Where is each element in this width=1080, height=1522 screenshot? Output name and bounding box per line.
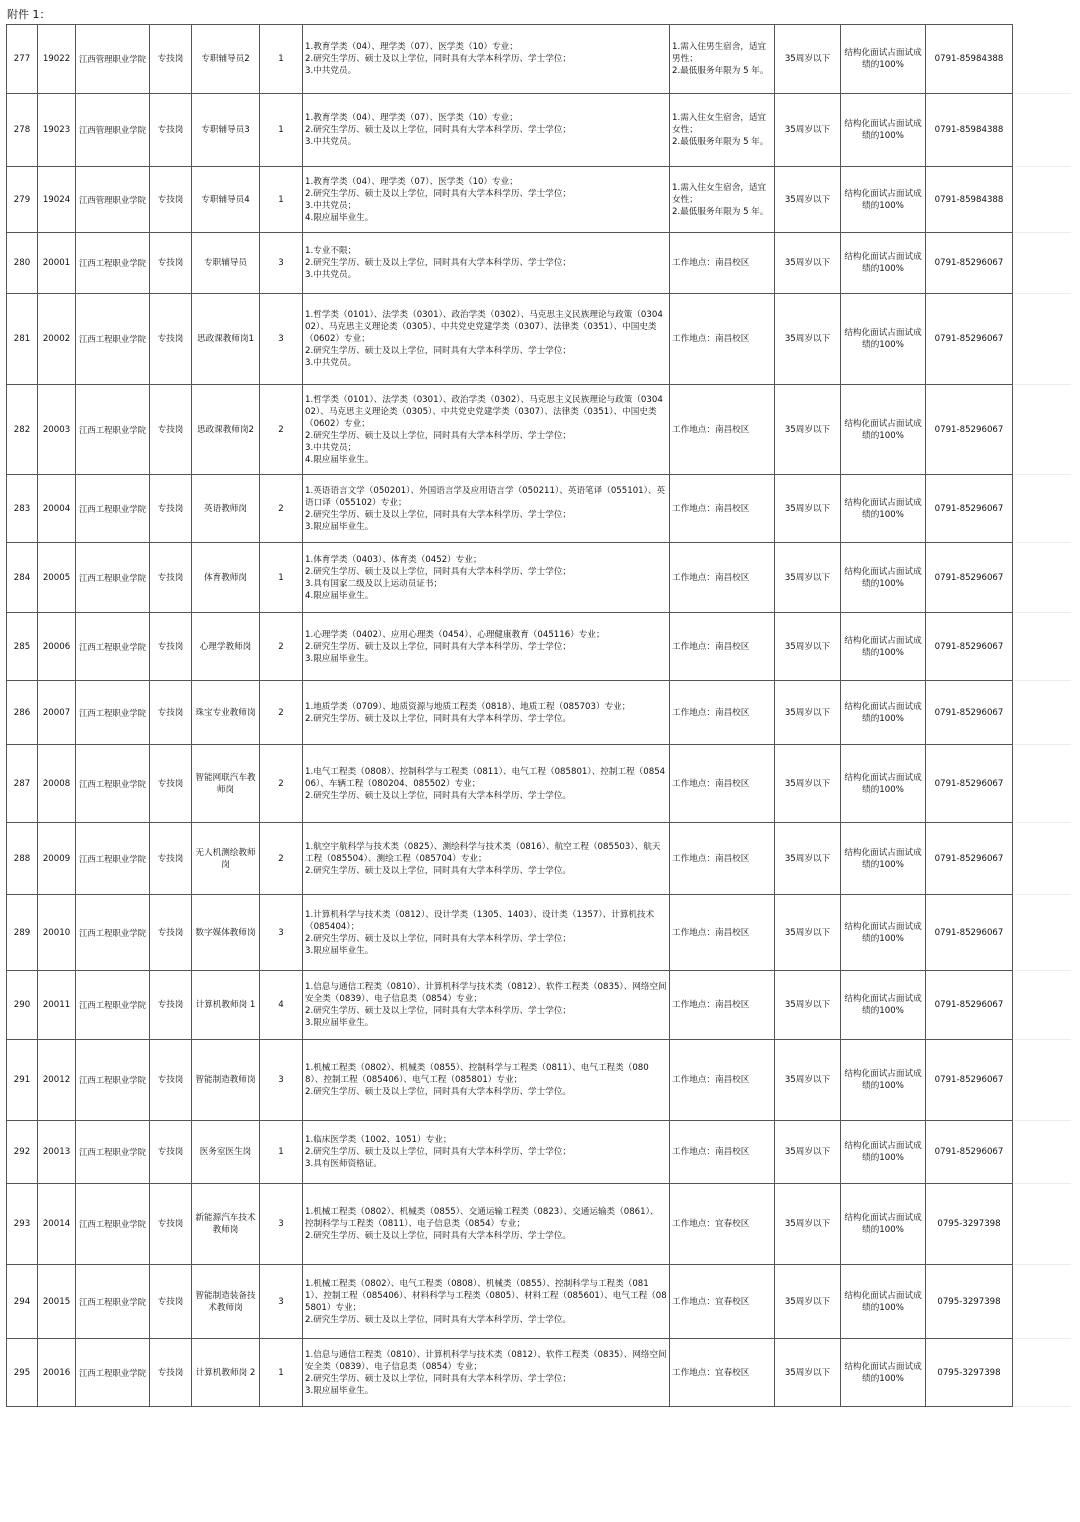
cell-phone: 0791-85296067 — [926, 823, 1013, 895]
cell-serial: 277 — [7, 25, 38, 94]
cell-exam-method: 结构化面试占面试成绩的100% — [841, 94, 926, 167]
cell-qualifications: 1.教育学类（04）、理学类（07）、医学类（10）专业； 2.研究生学历、硕士及以上学位，同时具有大学本科学历、学士学位； 3.中共党员。 — [303, 25, 670, 94]
cell-phone: 0795-3297398 — [926, 1184, 1013, 1265]
cell-exam-method: 结构化面试占面试成绩的100% — [841, 823, 926, 895]
cell-post-name: 智能制造教师岗 — [192, 1040, 260, 1121]
cell-qualifications: 1.心理学类（0402）、应用心理类（0454）、心理健康教育（045116）专业； 2.研究生学历、硕士及以上学位，同时具有大学本科学历、学士学位； 3.限应届毕业生。 — [303, 613, 670, 681]
cell-post-name: 英语教师岗 — [192, 475, 260, 543]
cell-other-conditions: 工作地点：南昌校区 — [670, 895, 775, 971]
gridline — [1013, 93, 1071, 94]
cell-post-name: 计算机教师岗 1 — [192, 971, 260, 1040]
cell-post-name: 医务室医生岗 — [192, 1121, 260, 1184]
cell-unit-name: 江西工程职业学院 — [76, 475, 150, 543]
cell-age: 35周岁以下 — [775, 681, 841, 745]
cell-other-conditions: 工作地点：南昌校区 — [670, 823, 775, 895]
cell-hire-count: 1 — [260, 167, 303, 233]
cell-post-type: 专技岗 — [150, 385, 192, 475]
cell-qualifications: 1.临床医学类（1002、1051）专业； 2.研究生学历、硕士及以上学位，同时具有大学本科学历、学士学位； 3.具有医师资格证。 — [303, 1121, 670, 1184]
gridline — [1013, 1338, 1071, 1339]
cell-other-conditions: 工作地点：南昌校区 — [670, 1040, 775, 1121]
cell-age: 35周岁以下 — [775, 1265, 841, 1339]
cell-post-name: 专职辅导员4 — [192, 167, 260, 233]
cell-serial: 284 — [7, 543, 38, 613]
cell-post-code: 20003 — [38, 385, 76, 475]
cell-other-conditions: 1.需入住女生宿舍，适宜女性； 2.最低服务年限为 5 年。 — [670, 167, 775, 233]
cell-hire-count: 2 — [260, 745, 303, 823]
cell-unit-name: 江西工程职业学院 — [76, 294, 150, 385]
table-row — [7, 233, 1013, 294]
cell-hire-count: 1 — [260, 94, 303, 167]
cell-qualifications: 1.教育学类（04）、理学类（07）、医学类（10）专业； 2.研究生学历、硕士及以上学位，同时具有大学本科学历、学士学位； 3.中共党员； 4.限应届毕业生。 — [303, 167, 670, 233]
cell-post-type: 专技岗 — [150, 823, 192, 895]
cell-post-code: 19022 — [38, 25, 76, 94]
cell-other-conditions: 工作地点：南昌校区 — [670, 233, 775, 294]
cell-post-code: 19024 — [38, 167, 76, 233]
cell-qualifications: 1.机械工程类（0802）、机械类（0855）、交通运输工程类（0823）、交通运输类（0861）、控制科学与工程类（0811）、电子信息类（0854）专业； 2.研究生学历、硕士及以上学位，同时具有大学本科学历、学士学位。 — [303, 1184, 670, 1265]
cell-phone: 0791-85296067 — [926, 543, 1013, 613]
cell-unit-name: 江西工程职业学院 — [76, 1339, 150, 1407]
table-row — [7, 895, 1013, 971]
cell-post-type: 专技岗 — [150, 613, 192, 681]
cell-serial: 289 — [7, 895, 38, 971]
cell-post-type: 专技岗 — [150, 94, 192, 167]
cell-post-name: 智能网联汽车教师岗 — [192, 745, 260, 823]
cell-exam-method: 结构化面试占面试成绩的100% — [841, 1184, 926, 1265]
cell-phone: 0791-85296067 — [926, 1040, 1013, 1121]
table-row — [7, 25, 1013, 94]
cell-age: 35周岁以下 — [775, 823, 841, 895]
cell-qualifications: 1.英语语言文学（050201）、外国语言学及应用语言学（050211）、英语笔译（055101）、英语口译（055102）专业； 2.研究生学历、硕士及以上学位，同时具有大学本科学历、学士学位； 3.限应届毕业生。 — [303, 475, 670, 543]
gridline — [1013, 1264, 1071, 1265]
cell-exam-method: 结构化面试占面试成绩的100% — [841, 294, 926, 385]
cell-unit-name: 江西管理职业学院 — [76, 94, 150, 167]
cell-qualifications: 1.电气工程类（0808）、控制科学与工程类（0811）、电气工程（085801）、控制工程（085406）、车辆工程（080204、085502）专业； 2.研究生学历、硕士及以上学位，同时具有大学本科学历、学士学位。 — [303, 745, 670, 823]
cell-post-code: 20010 — [38, 895, 76, 971]
cell-phone: 0791-85296067 — [926, 385, 1013, 475]
cell-exam-method: 结构化面试占面试成绩的100% — [841, 971, 926, 1040]
cell-post-name: 智能制造装备技术教师岗 — [192, 1265, 260, 1339]
cell-post-type: 专技岗 — [150, 745, 192, 823]
cell-hire-count: 1 — [260, 543, 303, 613]
table-row — [7, 1265, 1013, 1339]
cell-phone: 0795-3297398 — [926, 1265, 1013, 1339]
gridline — [1013, 1183, 1071, 1184]
table-row — [7, 823, 1013, 895]
cell-qualifications: 1.信息与通信工程类（0810）、计算机科学与技术类（0812）、软件工程类（0835）、网络空间安全类（0839）、电子信息类（0854）专业； 2.研究生学历、硕士及以上学位，同时具有大学本科学历、学士学位； 3.限应届毕业生。 — [303, 971, 670, 1040]
cell-qualifications: 1.计算机科学与技术类（0812）、设计学类（1305、1403）、设计类（1357）、计算机技术（085404）； 2.研究生学历、硕士及以上学位，同时具有大学本科学历、学士学位； 3.限应届毕业生。 — [303, 895, 670, 971]
cell-phone: 0791-85296067 — [926, 895, 1013, 971]
cell-post-type: 专技岗 — [150, 681, 192, 745]
cell-age: 35周岁以下 — [775, 745, 841, 823]
cell-hire-count: 2 — [260, 475, 303, 543]
cell-other-conditions: 1.需入住男生宿舍，适宜男性； 2.最低服务年限为 5 年。 — [670, 25, 775, 94]
gridline — [1013, 1406, 1071, 1407]
cell-qualifications: 1.航空宇航科学与技术类（0825）、测绘科学与技术类（0816）、航空工程（085503）、航天工程（085504）、测绘工程（085704）专业； 2.研究生学历、硕士及以上学位，同时具有大学本科学历、学士学位。 — [303, 823, 670, 895]
cell-unit-name: 江西工程职业学院 — [76, 543, 150, 613]
cell-post-type: 专技岗 — [150, 543, 192, 613]
cell-hire-count: 3 — [260, 1040, 303, 1121]
cell-unit-name: 江西管理职业学院 — [76, 25, 150, 94]
cell-post-name: 思政课教师岗2 — [192, 385, 260, 475]
cell-post-type: 专技岗 — [150, 167, 192, 233]
gridline — [1013, 232, 1071, 233]
gridline — [1013, 1039, 1071, 1040]
cell-hire-count: 3 — [260, 294, 303, 385]
cell-age: 35周岁以下 — [775, 613, 841, 681]
cell-post-type: 专技岗 — [150, 1121, 192, 1184]
gridline — [1013, 384, 1071, 385]
cell-unit-name: 江西工程职业学院 — [76, 895, 150, 971]
cell-exam-method: 结构化面试占面试成绩的100% — [841, 1339, 926, 1407]
cell-exam-method: 结构化面试占面试成绩的100% — [841, 1040, 926, 1121]
cell-exam-method: 结构化面试占面试成绩的100% — [841, 681, 926, 745]
cell-post-name: 心理学教师岗 — [192, 613, 260, 681]
cell-serial: 282 — [7, 385, 38, 475]
cell-hire-count: 2 — [260, 823, 303, 895]
cell-phone: 0791-85296067 — [926, 681, 1013, 745]
cell-exam-method: 结构化面试占面试成绩的100% — [841, 1265, 926, 1339]
table-row — [7, 1184, 1013, 1265]
gridline — [1013, 542, 1071, 543]
cell-post-code: 20002 — [38, 294, 76, 385]
cell-unit-name: 江西工程职业学院 — [76, 233, 150, 294]
cell-phone: 0791-85296067 — [926, 613, 1013, 681]
cell-serial: 281 — [7, 294, 38, 385]
cell-unit-name: 江西工程职业学院 — [76, 385, 150, 475]
gridline — [1013, 822, 1071, 823]
cell-serial: 285 — [7, 613, 38, 681]
cell-age: 35周岁以下 — [775, 167, 841, 233]
cell-phone: 0791-85296067 — [926, 233, 1013, 294]
gridline — [1013, 894, 1071, 895]
cell-post-name: 新能源汽车技术教师岗 — [192, 1184, 260, 1265]
cell-exam-method: 结构化面试占面试成绩的100% — [841, 1121, 926, 1184]
cell-serial: 278 — [7, 94, 38, 167]
cell-phone: 0791-85984388 — [926, 94, 1013, 167]
cell-post-code: 20004 — [38, 475, 76, 543]
cell-other-conditions: 工作地点：南昌校区 — [670, 681, 775, 745]
empty-spreadsheet-area — [1012, 24, 1071, 1406]
cell-post-name: 数字媒体教师岗 — [192, 895, 260, 971]
cell-post-name: 珠宝专业教师岗 — [192, 681, 260, 745]
cell-hire-count: 3 — [260, 1265, 303, 1339]
cell-hire-count: 2 — [260, 385, 303, 475]
cell-serial: 290 — [7, 971, 38, 1040]
cell-qualifications: 1.体育学类（0403）、体育类（0452）专业； 2.研究生学历、硕士及以上学位，同时具有大学本科学历、学士学位； 3.具有国家二级及以上运动员证书； 4.限应届毕业生。 — [303, 543, 670, 613]
cell-post-type: 专技岗 — [150, 1265, 192, 1339]
recruitment-table — [6, 24, 1013, 1407]
cell-serial: 292 — [7, 1121, 38, 1184]
cell-unit-name: 江西工程职业学院 — [76, 1265, 150, 1339]
cell-qualifications: 1.哲学类（0101）、法学类（0301）、政治学类（0302）、马克思主义民族理论与政策（030402）、马克思主义理论类（0305）、中共党史党建学类（0307）、法律类（0351）、中国史类（0602）专业； 2.研究生学历、硕士及以上学位，同时具有大学本科学历、学士学位； 3.中共党员； 4.限应届毕业生。 — [303, 385, 670, 475]
cell-exam-method: 结构化面试占面试成绩的100% — [841, 233, 926, 294]
table-row — [7, 94, 1013, 167]
cell-age: 35周岁以下 — [775, 543, 841, 613]
cell-hire-count: 4 — [260, 971, 303, 1040]
cell-post-code: 20008 — [38, 745, 76, 823]
table-row — [7, 294, 1013, 385]
cell-post-code: 20015 — [38, 1265, 76, 1339]
table-body — [7, 25, 1013, 1407]
gridline — [1013, 970, 1071, 971]
cell-age: 35周岁以下 — [775, 94, 841, 167]
cell-post-type: 专技岗 — [150, 25, 192, 94]
table-row — [7, 1040, 1013, 1121]
cell-qualifications: 1.专业不限； 2.研究生学历、硕士及以上学位，同时具有大学本科学历、学士学位； 3.中共党员。 — [303, 233, 670, 294]
cell-serial: 287 — [7, 745, 38, 823]
gridline — [1013, 1120, 1071, 1121]
cell-age: 35周岁以下 — [775, 1184, 841, 1265]
cell-hire-count: 2 — [260, 613, 303, 681]
cell-hire-count: 3 — [260, 895, 303, 971]
cell-serial: 288 — [7, 823, 38, 895]
cell-exam-method: 结构化面试占面试成绩的100% — [841, 895, 926, 971]
cell-post-name: 专职辅导员3 — [192, 94, 260, 167]
cell-post-type: 专技岗 — [150, 1184, 192, 1265]
cell-hire-count: 3 — [260, 1184, 303, 1265]
cell-unit-name: 江西工程职业学院 — [76, 823, 150, 895]
cell-exam-method: 结构化面试占面试成绩的100% — [841, 167, 926, 233]
cell-other-conditions: 工作地点：宜春校区 — [670, 1184, 775, 1265]
cell-post-name: 无人机测绘教师岗 — [192, 823, 260, 895]
cell-post-code: 20001 — [38, 233, 76, 294]
gridline — [1013, 612, 1071, 613]
cell-phone: 0791-85296067 — [926, 745, 1013, 823]
gridline — [1013, 474, 1071, 475]
cell-hire-count: 2 — [260, 681, 303, 745]
cell-other-conditions: 工作地点：宜春校区 — [670, 1339, 775, 1407]
cell-unit-name: 江西工程职业学院 — [76, 1040, 150, 1121]
cell-post-code: 19023 — [38, 94, 76, 167]
table-row — [7, 543, 1013, 613]
cell-post-name: 思政课教师岗1 — [192, 294, 260, 385]
cell-age: 35周岁以下 — [775, 895, 841, 971]
cell-other-conditions: 工作地点：宜春校区 — [670, 1265, 775, 1339]
cell-post-code: 20016 — [38, 1339, 76, 1407]
cell-exam-method: 结构化面试占面试成绩的100% — [841, 25, 926, 94]
cell-post-code: 20012 — [38, 1040, 76, 1121]
cell-unit-name: 江西工程职业学院 — [76, 613, 150, 681]
cell-phone: 0791-85984388 — [926, 167, 1013, 233]
cell-age: 35周岁以下 — [775, 1040, 841, 1121]
table-row — [7, 971, 1013, 1040]
cell-post-type: 专技岗 — [150, 1040, 192, 1121]
cell-post-type: 专技岗 — [150, 971, 192, 1040]
cell-post-type: 专技岗 — [150, 1339, 192, 1407]
cell-phone: 0795-3297398 — [926, 1339, 1013, 1407]
cell-serial: 280 — [7, 233, 38, 294]
gridline — [1013, 744, 1071, 745]
cell-serial: 294 — [7, 1265, 38, 1339]
cell-phone: 0791-85296067 — [926, 1121, 1013, 1184]
cell-post-type: 专技岗 — [150, 294, 192, 385]
cell-age: 35周岁以下 — [775, 25, 841, 94]
cell-serial: 293 — [7, 1184, 38, 1265]
cell-unit-name: 江西工程职业学院 — [76, 1121, 150, 1184]
cell-post-code: 20005 — [38, 543, 76, 613]
cell-qualifications: 1.信息与通信工程类（0810）、计算机科学与技术类（0812）、软件工程类（0835）、网络空间安全类（0839）、电子信息类（0854）专业； 2.研究生学历、硕士及以上学位，同时具有大学本科学历、学士学位； 3.限应届毕业生。 — [303, 1339, 670, 1407]
cell-qualifications: 1.哲学类（0101）、法学类（0301）、政治学类（0302）、马克思主义民族理论与政策（030402）、马克思主义理论类（0305）、中共党史党建学类（0307）、法律类（0351）、中国史类（0602）专业； 2.研究生学历、硕士及以上学位，同时具有大学本科学历、学士学位； 3.中共党员。 — [303, 294, 670, 385]
cell-hire-count: 1 — [260, 1339, 303, 1407]
cell-other-conditions: 工作地点：南昌校区 — [670, 1121, 775, 1184]
cell-qualifications: 1.机械工程类（0802）、机械类（0855）、控制科学与工程类（0811）、电气工程类（0808）、控制工程（085406）、电气工程（085801）专业； 2.研究生学历、硕士及以上学位，同时具有大学本科学历、学士学位。 — [303, 1040, 670, 1121]
cell-qualifications: 1.机械工程类（0802）、电气工程类（0808）、机械类（0855）、控制科学与工程类（0811）、控制工程（085406）、材料科学与工程类（0805）、材料工程（085601）、电气工程（085801）专业； 2.研究生学历、硕士及以上学位，同时具有大学本科学历、学士学位。 — [303, 1265, 670, 1339]
cell-age: 35周岁以下 — [775, 971, 841, 1040]
table-row — [7, 1339, 1013, 1407]
cell-post-name: 计算机教师岗 2 — [192, 1339, 260, 1407]
cell-hire-count: 1 — [260, 25, 303, 94]
cell-exam-method: 结构化面试占面试成绩的100% — [841, 745, 926, 823]
cell-unit-name: 江西工程职业学院 — [76, 1184, 150, 1265]
cell-age: 35周岁以下 — [775, 385, 841, 475]
table-row — [7, 1121, 1013, 1184]
cell-hire-count: 1 — [260, 1121, 303, 1184]
gridline — [1013, 166, 1071, 167]
cell-other-conditions: 工作地点：南昌校区 — [670, 385, 775, 475]
cell-qualifications: 1.教育学类（04）、理学类（07）、医学类（10）专业； 2.研究生学历、硕士及以上学位，同时具有大学本科学历、学士学位； 3.中共党员。 — [303, 94, 670, 167]
cell-other-conditions: 工作地点：南昌校区 — [670, 745, 775, 823]
cell-age: 35周岁以下 — [775, 1121, 841, 1184]
gridline — [1013, 293, 1071, 294]
cell-serial: 295 — [7, 1339, 38, 1407]
cell-exam-method: 结构化面试占面试成绩的100% — [841, 385, 926, 475]
table-row — [7, 613, 1013, 681]
cell-age: 35周岁以下 — [775, 475, 841, 543]
cell-other-conditions: 工作地点：南昌校区 — [670, 294, 775, 385]
cell-phone: 0791-85296067 — [926, 971, 1013, 1040]
cell-phone: 0791-85296067 — [926, 475, 1013, 543]
cell-other-conditions: 工作地点：南昌校区 — [670, 971, 775, 1040]
cell-post-type: 专技岗 — [150, 475, 192, 543]
attachment-caption: 附件 1： — [7, 8, 51, 21]
cell-qualifications: 1.地质学类（0709）、地质资源与地质工程类（0818）、地质工程（085703）专业； 2.研究生学历、硕士及以上学位，同时具有大学本科学历、学士学位。 — [303, 681, 670, 745]
table-row — [7, 167, 1013, 233]
cell-age: 35周岁以下 — [775, 233, 841, 294]
cell-other-conditions: 工作地点：南昌校区 — [670, 543, 775, 613]
cell-serial: 279 — [7, 167, 38, 233]
cell-post-name: 专职辅导员2 — [192, 25, 260, 94]
cell-post-name: 专职辅导员 — [192, 233, 260, 294]
cell-exam-method: 结构化面试占面试成绩的100% — [841, 543, 926, 613]
gridline — [1013, 680, 1071, 681]
cell-post-type: 专技岗 — [150, 895, 192, 971]
cell-other-conditions: 工作地点：南昌校区 — [670, 475, 775, 543]
cell-exam-method: 结构化面试占面试成绩的100% — [841, 613, 926, 681]
cell-unit-name: 江西工程职业学院 — [76, 681, 150, 745]
cell-unit-name: 江西工程职业学院 — [76, 745, 150, 823]
cell-post-code: 20006 — [38, 613, 76, 681]
cell-phone: 0791-85984388 — [926, 25, 1013, 94]
table-row — [7, 475, 1013, 543]
cell-serial: 291 — [7, 1040, 38, 1121]
cell-age: 35周岁以下 — [775, 1339, 841, 1407]
cell-other-conditions: 1.需入住女生宿舍，适宜女性； 2.最低服务年限为 5 年。 — [670, 94, 775, 167]
cell-exam-method: 结构化面试占面试成绩的100% — [841, 475, 926, 543]
cell-post-code: 20007 — [38, 681, 76, 745]
cell-post-type: 专技岗 — [150, 233, 192, 294]
table-row — [7, 745, 1013, 823]
cell-serial: 283 — [7, 475, 38, 543]
cell-hire-count: 3 — [260, 233, 303, 294]
cell-other-conditions: 工作地点：南昌校区 — [670, 613, 775, 681]
cell-post-code: 20014 — [38, 1184, 76, 1265]
cell-post-code: 20011 — [38, 971, 76, 1040]
cell-unit-name: 江西管理职业学院 — [76, 167, 150, 233]
cell-post-code: 20009 — [38, 823, 76, 895]
cell-post-code: 20013 — [38, 1121, 76, 1184]
table-row — [7, 681, 1013, 745]
cell-serial: 286 — [7, 681, 38, 745]
table-row — [7, 385, 1013, 475]
cell-phone: 0791-85296067 — [926, 294, 1013, 385]
cell-unit-name: 江西工程职业学院 — [76, 971, 150, 1040]
cell-age: 35周岁以下 — [775, 294, 841, 385]
cell-post-name: 体育教师岗 — [192, 543, 260, 613]
